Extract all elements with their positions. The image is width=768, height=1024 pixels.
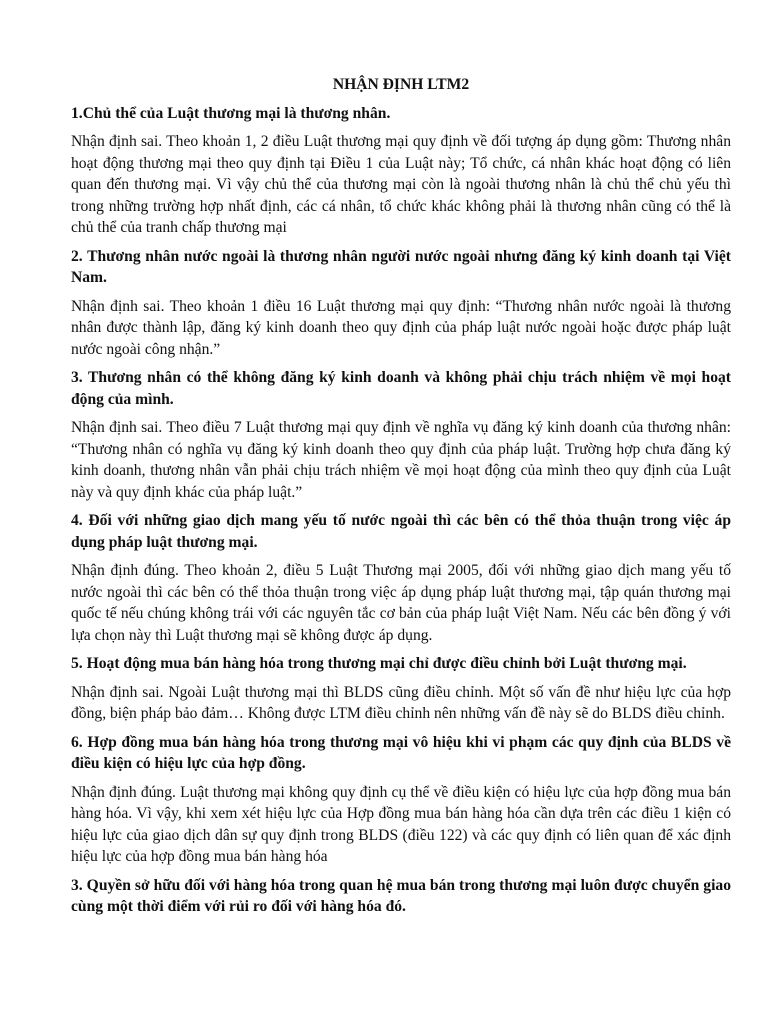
answer-3: Nhận định sai. Theo điều 7 Luật thương mại quy định về nghĩa vụ đăng ký kinh doanh của thương nhân: “Thương nhân có nghĩa vụ đăng ký kinh doanh theo quy định của pháp luật. Trường hợp chưa đăng ký kinh doanh, thương nhân vẫn phải chịu trách nhiệm về mọi hoạt động của mình theo quy định của Luật này và quy định khác của pháp luật.” — [71, 419, 731, 501]
answer-1: Nhận định sai. Theo khoản 1, 2 điều Luật thương mại quy định về đối tượng áp dụng gồm: Thương nhân hoạt động thương mại theo quy định tại Điều 1 của Luật này; Tổ chức, cá nhân khác hoạt động có liên quan đến thương mại. Vì vậy chủ thể của thương mại còn là ngoài thương nhân là chủ thể chủ yếu thì trong những trường hợp nhất định, các cá nhân, tổ chức khác không phải là thương nhân cũng có thể là chủ thể của tranh chấp thương mại — [71, 133, 731, 236]
question-2: 2. Thương nhân nước ngoài là thương nhân người nước ngoài nhưng đăng ký kinh doanh tại Việt Nam. — [71, 247, 731, 286]
question-4: 4. Đối với những giao dịch mang yếu tố nước ngoài thì các bên có thể thỏa thuận trong việc áp dụng pháp luật thương mại. — [71, 512, 731, 551]
answer-2: Nhận định sai. Theo khoản 1 điều 16 Luật thương mại quy định: “Thương nhân nước ngoài là thương nhân được thành lập, đăng ký kinh doanh theo quy định của pháp luật nước ngoài hoặc được pháp luật nước ngoài công nhận.” — [71, 297, 731, 358]
question-5: 5. Hoạt động mua bán hàng hóa trong thương mại chỉ được điều chỉnh bởi Luật thương mại. — [71, 655, 687, 672]
question-1: 1.Chủ thể của Luật thương mại là thương nhân. — [71, 104, 391, 122]
question-7: 3. Quyền sở hữu đối với hàng hóa trong quan hệ mua bán trong thương mại luôn được chuyển giao cùng một thời điểm với rủi ro đối với hàng hóa đó. — [71, 876, 731, 915]
answer-5: Nhận định sai. Ngoài Luật thương mại thì BLDS cũng điều chỉnh. Một số vấn đề như hiệu lực của hợp đồng, biện pháp bảo đảm… Không được LTM điều chỉnh nên những vấn đề này sẽ do BLDS điều chỉnh. — [71, 683, 731, 722]
question-3: 3. Thương nhân có thể không đăng ký kinh doanh và không phải chịu trách nhiệm về mọi hoạt động của mình. — [71, 369, 731, 408]
document-title: NHẬN ĐỊNH LTM2 — [332, 76, 470, 93]
answer-4: Nhận định đúng. Theo khoản 2, điều 5 Luật Thương mại 2005, đối với những giao dịch mang yếu tố nước ngoài thì các bên có thể thỏa thuận trong việc áp dụng pháp luật thương mại, tập quán thương mại quốc tế nếu chúng không trái với các nguyên tắc cơ bản của pháp luật Việt Nam. Nếu các bên đồng ý với lựa chọn này thì Luật thương mại sẽ không được áp dụng. — [71, 562, 731, 644]
answer-6: Nhận định đúng. Luật thương mại không quy định cụ thể về điều kiện có hiệu lực của hợp đồng mua bán hàng hóa. Vì vậy, khi xem xét hiệu lực của Hợp đồng mua bán hàng hóa cần dựa trên các điều 1 kiện có hiệu lực của giao dịch dân sự quy định trong BLDS (điều 122) và các quy định có liên quan để xác định hiệu lực của hợp đồng mua bán hàng hóa — [71, 783, 731, 865]
document-page — [71, 74, 731, 925]
question-6: 6. Hợp đồng mua bán hàng hóa trong thương mại vô hiệu khi vi phạm các quy định của BLDS về điều kiện có hiệu lực của hợp đồng. — [71, 733, 731, 772]
